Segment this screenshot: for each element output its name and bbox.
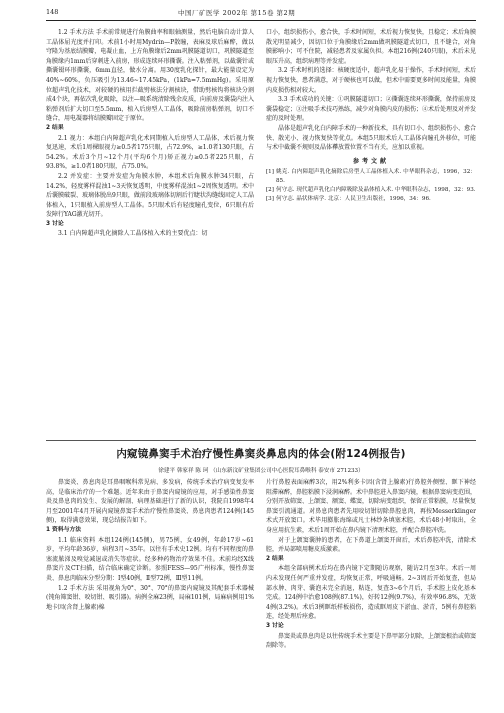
header-rule bbox=[46, 20, 476, 21]
reference-text: 何守志. 现代超声乳化白内障吸除及晶体植入术. 中华眼科杂志，1998，32：93. bbox=[276, 187, 476, 194]
second-article-left-column bbox=[46, 478, 254, 612]
body-paragraph: 口小，组织损伤小，愈合快，手术时间短，术后视力恢复快，且稳定；术后角膜散光明显减少，因切口位于角膜缘后2mm做巩膜隧道式切口，且不缝合，对角膜影响小；可不住院，减轻患者及家属负担。本组216例(240只眼)，术后未见眼压升高，组织病理等并发症。 bbox=[266, 29, 477, 65]
article-authors: 徐建平 韩家祥 陈 珂 （山东新汶矿业集团公司中心医院耳鼻喉科 泰安市 271233） bbox=[158, 468, 364, 474]
body-paragraph: 鼻窦炎、鼻息肉是耳鼻咽喉科常见病、多发病，传统手术治疗病变复发率高，是临床治疗的一个难题。近年来由于鼻窦内窥镜的应用，对手感染性鼻窦炎及鼻息肉的发生、发展的解剖、病理基础进行了新的认识，我院自1998年4月至2001年4月开展内窥镜鼻窦手术治疗慢性鼻窦炎、鼻息肉患者124例(145侧)，取得满意效果，现总结报告如下。 bbox=[46, 479, 254, 525]
top-article-right-column bbox=[266, 28, 476, 204]
body-paragraph: 鼻窦炎或鼻息肉是以往传统手术主要是下鼻甲部分切除，上颌窦根治或筛窦刮除等。 bbox=[266, 632, 477, 650]
references-heading: 参考文献 bbox=[352, 157, 389, 165]
body-paragraph: 2.2 并发症：主要并发症为角膜水肿，本组术后角膜水肿34只眼，占14.2%，轻度雾样混浊1~3天恢复透明，中度雾样混浊1~2周恢复透明。术中后囊膜破裂、玻璃体脱出9只眼，做前段玻璃体切割后行睫状沟缝线固定人工晶体植入，1只眼植入前房型人工晶体。5只眼术后有轻度瞳孔变位，6只眼有后发障行YAG激光切开。 bbox=[46, 172, 254, 219]
body-paragraph: 晶体是超声乳化白内障手术的一种新技术，具有切口小、组织损伤小、愈合快、散光小、视力恢复快等优点。本组5只眼术后人工晶体向瞳孔外移位，可能与术中截囊不规则及晶体襻放置位置不当有关，应加以重视。 bbox=[266, 124, 477, 152]
journal-header: 中国厂矿医学 2002年 第15卷 第2期 bbox=[178, 9, 296, 17]
section-heading: 1 资料与方法 bbox=[46, 526, 82, 533]
section-heading: 2 结果 bbox=[266, 555, 284, 562]
page-number: 148 bbox=[46, 8, 59, 16]
body-paragraph: 3.3 手术成功的关键：①巩膜隧道切口；②撕囊连续环形撕囊，保持前房及囊袋稳定；③注吸手术技巧熟练，减少对角膜内皮的损伤；④术后处理及对并发症的及时处理。 bbox=[266, 96, 477, 123]
body-paragraph: 1.2 手术方法 手术前常规进行角膜曲率和眼轴测量，然后电脑自动计算人工晶体屈光度并打印。术前1小时用Mydrin—P散瞳，表麻及球后麻醉，做以穹隆为基底结膜瓣，电凝止血，上方角膜缘后2mm巩膜隧道切口，巩膜隧道至角膜缘内1mm后穿刺进入前房，形成连续环形撕囊。注入粘弹剂，以截囊针或撕囊镊环形撕囊，6mm直径，做水分离。用30度乳化探针，最大能量设定为40%~60%，负压吸引为13.46~17.45kPa，(1kPa=7.5mmHg)。采用原位超声乳化技术，对较硬的核用拦截劈核法分割核块，借助劈核钩将核块分割成4个块，再依次乳化吸除，以注—吸系统清除残余皮质，向前房及囊袋内注入粘弹剂后扩大切口至5.5mm，植入后房型人工晶体，吸除前房粘弹剂，切口不缝合，用电凝器将结膜瓣固定于原位。 bbox=[46, 29, 254, 123]
reference-number: [1] bbox=[266, 169, 274, 176]
section-heading: 2 结果 bbox=[46, 124, 64, 131]
reference-number: [2] bbox=[266, 187, 274, 194]
reference-text: 何守志. 晶状体病学. 北京：人民卫生出版社，1996，34：96. bbox=[276, 196, 431, 203]
body-paragraph: 2.1 视力：本组白内障超声乳化术同期植入后房型人工晶体，术后视力恢复迅速，术后1周裸眼视力≥0.5者175只眼，占72.9%，≥1.0者130只眼，占54.2%。术后3个月~12个月(平均6个月)矫正视力≥0.5者225只眼，占93.8%，≥1.0者180只眼，占75.0%。 bbox=[46, 134, 254, 171]
reference-item bbox=[266, 168, 476, 186]
body-paragraph: 3.1 白内障超声乳化摘除人工晶体植入术的主要优点：切 bbox=[58, 230, 208, 238]
section-heading: 3 讨论 bbox=[266, 622, 284, 629]
top-article-left-column bbox=[46, 28, 254, 239]
reference-text: 姚克. 白内障超声乳化摘除后房型人工晶体植入术. 中华眼科杂志，1996，32：85. bbox=[276, 169, 476, 185]
body-paragraph: 1.1 临床资料 本组124例(145侧)，男75例，女49例，年龄17岁~61岁，平均年龄36岁，病程3月~35年。以往有手术史12例。均有不同程度的鼻塞流脓涕及嗅觉减退或消失等症状。经多种药物治疗效果不佳。术前均经X线鼻窦片及CT扫描，结合临床确定诊断。参照FESS—95广州标准，慢性鼻窦炎、鼻息肉临床分型分期：Ⅰ型40例，Ⅱ型72例，Ⅲ型11例。 bbox=[46, 536, 254, 582]
body-paragraph: 对于上颌窦囊肿的患者，在下鼻道上颌窦开窗后，术后鼻腔冲洗，清除术腔，并局部喷用糖皮质激素。 bbox=[266, 536, 476, 554]
article-title: 内窥镜鼻窦手术治疗慢性鼻窦炎鼻息肉的体会(附124例报告) bbox=[116, 448, 406, 460]
reference-item bbox=[266, 195, 476, 204]
body-paragraph: 片行鼻腔表面麻醉3次，用2%利多卡因(含肾上腺素)行鼻腔外侧壁、眶下神经阻滞麻醉，鼻腔粘膜下浸润麻醉。术中鼻腔进入鼻窦内镜，根据鼻窦病变范围，分别开放筛窦、上颌窦、额窦、蝶窦，切除病变组织，保留正常粘膜，尽量恢复鼻窦引流通道。对鼻息肉患者先用咬切钳切除鼻腔息肉，再按Messerklinger术式开放窦口。术毕用膨胀海绵或凡士林纱条填塞术腔，术后48小时取出，全身应用抗生素，术后1周开始在鼻内镜下清理术腔，并配合鼻腔冲洗。 bbox=[266, 479, 477, 534]
body-paragraph: 本组全部病例术后均在鼻内镜下定期随访观察，随访2月至3年。术后一周内未发现任何严重并发症，均恢复正常，呼吸通畅。2~3周后开始复查，但局部水肿、肉芽、囊泡未完全消退，粘连，复查3~6个月后，手术腔上皮化基本完成。124例中治愈108例(87.1%)，好转12例(9.7%)，有效率96.8%，无效4例(3.2%)。术后3例眶纸样板损伤，造成眶周皮下淤血、淤青，5例有鼻腔粘连，经处理后痊愈。 bbox=[266, 565, 476, 621]
second-article-right-column bbox=[266, 478, 476, 651]
body-paragraph: 3.2 手术时机的选择：核硬度适中，超声乳化易于操作，手术时间短，术后视力恢复快，患者满意，对于硬核也可以做，但术中需要更多时间及能量，角膜内皮损伤相对较大。 bbox=[266, 67, 477, 94]
article-separator bbox=[46, 440, 476, 441]
reference-number: [3] bbox=[266, 196, 274, 203]
reference-item bbox=[266, 186, 476, 195]
section-heading: 3 讨论 bbox=[46, 220, 64, 227]
body-paragraph: 1.2 手术方法 采用视角为0°、30°、70°的鼻窦内窥镜及其配套手术器械(钝角筛窦钳、咬切钳、吸引器)。病例全麻23例，局麻101例，局麻病例用1%地卡因(含肾上腺素)棉 bbox=[46, 584, 254, 611]
